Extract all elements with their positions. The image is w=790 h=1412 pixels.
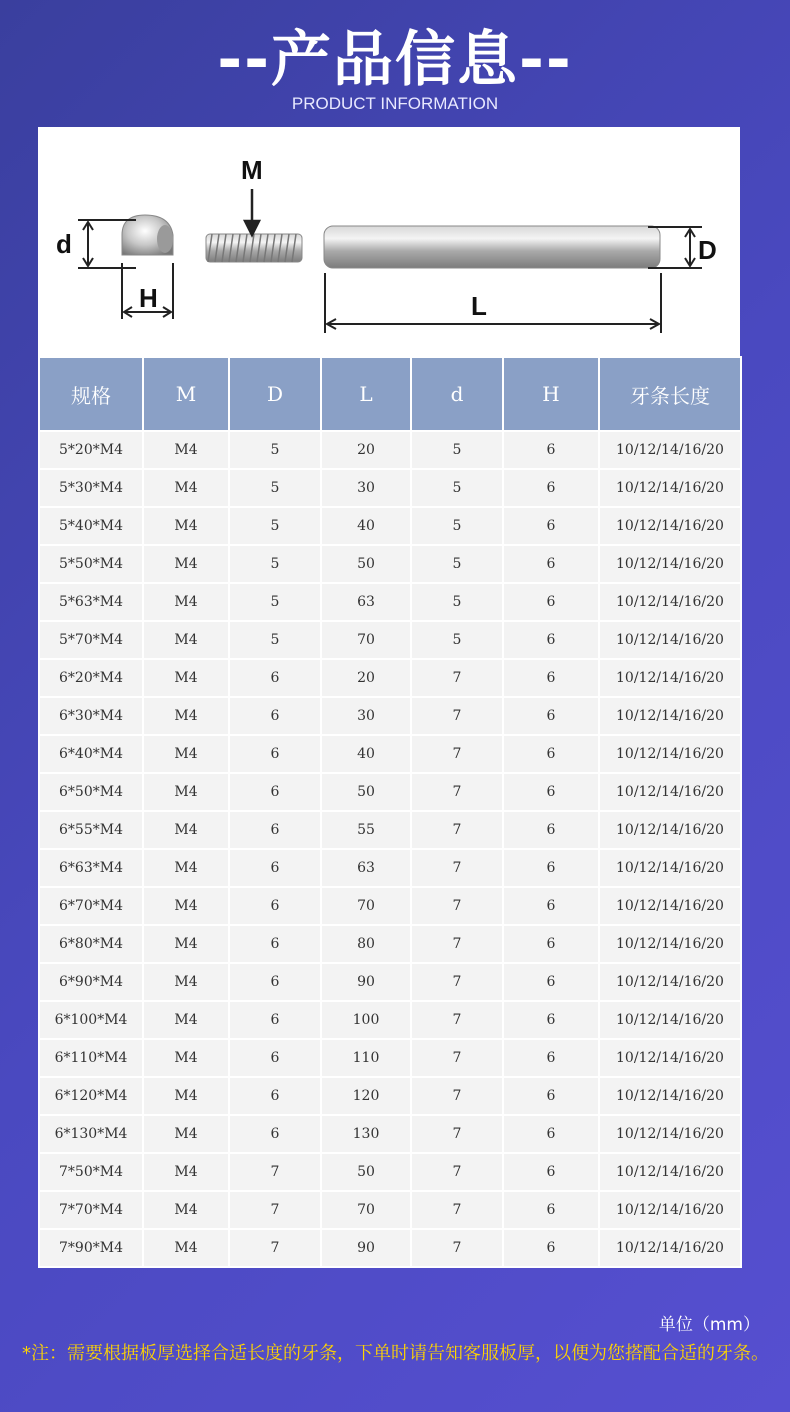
- table-cell: 5: [229, 583, 321, 621]
- table-cell: 6*120*M4: [39, 1077, 143, 1115]
- table-cell: 63: [321, 583, 411, 621]
- table-cell: 50: [321, 773, 411, 811]
- table-cell: M4: [143, 507, 229, 545]
- table-cell: 6: [229, 659, 321, 697]
- table-cell: 10/12/14/16/20: [599, 1001, 741, 1039]
- table-cell: 7: [229, 1153, 321, 1191]
- table-cell: 6*40*M4: [39, 735, 143, 773]
- threaded-rod-shape: [206, 234, 302, 262]
- table-cell: M4: [143, 811, 229, 849]
- table-cell: M4: [143, 1191, 229, 1229]
- table-cell: 6: [503, 1229, 599, 1267]
- table-cell: 40: [321, 507, 411, 545]
- table-cell: M4: [143, 849, 229, 887]
- table-cell: M4: [143, 925, 229, 963]
- table-cell: 6: [503, 773, 599, 811]
- table-cell: 70: [321, 887, 411, 925]
- table-cell: 10/12/14/16/20: [599, 697, 741, 735]
- table-cell: 50: [321, 545, 411, 583]
- label-D: D: [698, 235, 717, 265]
- table-cell: 5: [411, 469, 503, 507]
- table-cell: 10/12/14/16/20: [599, 849, 741, 887]
- table-cell: 6*50*M4: [39, 773, 143, 811]
- table-cell: M4: [143, 1115, 229, 1153]
- table-cell: 5: [229, 431, 321, 469]
- table-cell: M4: [143, 621, 229, 659]
- table-cell: 6*90*M4: [39, 963, 143, 1001]
- table-cell: 10/12/14/16/20: [599, 583, 741, 621]
- table-cell: 7: [229, 1191, 321, 1229]
- table-cell: 6: [503, 621, 599, 659]
- table-cell: 20: [321, 659, 411, 697]
- table-cell: M4: [143, 1039, 229, 1077]
- table-cell: 6*110*M4: [39, 1039, 143, 1077]
- table-cell: 6: [503, 1077, 599, 1115]
- table-cell: 7: [411, 697, 503, 735]
- table-row: [39, 849, 741, 887]
- table-cell: M4: [143, 431, 229, 469]
- table-cell: 6: [503, 1039, 599, 1077]
- table-row: [39, 773, 741, 811]
- product-diagram: [38, 127, 740, 356]
- table-cell: 5*20*M4: [39, 431, 143, 469]
- table-cell: 6*100*M4: [39, 1001, 143, 1039]
- table-cell: 7: [411, 849, 503, 887]
- table-cell: 6: [503, 811, 599, 849]
- table-row: [39, 925, 741, 963]
- table-row: [39, 1191, 741, 1229]
- table-cell: 6*70*M4: [39, 887, 143, 925]
- dimension-L: [325, 273, 661, 333]
- table-cell: M4: [143, 469, 229, 507]
- table-cell: M4: [143, 1153, 229, 1191]
- table-cell: 5*50*M4: [39, 545, 143, 583]
- label-m: M: [241, 155, 263, 185]
- table-cell: 6: [229, 811, 321, 849]
- table-cell: M4: [143, 887, 229, 925]
- column-header: 规格: [39, 357, 143, 431]
- table-row: [39, 1077, 741, 1115]
- table-cell: 5: [229, 507, 321, 545]
- table-cell: 10/12/14/16/20: [599, 1077, 741, 1115]
- table-cell: 7: [229, 1229, 321, 1267]
- table-cell: 10/12/14/16/20: [599, 963, 741, 1001]
- table-cell: 6: [503, 431, 599, 469]
- table-cell: 6: [503, 1191, 599, 1229]
- table-cell: 6: [503, 659, 599, 697]
- table-cell: 6: [503, 1153, 599, 1191]
- table-cell: 10/12/14/16/20: [599, 773, 741, 811]
- table-cell: 63: [321, 849, 411, 887]
- table-cell: 6: [229, 963, 321, 1001]
- table-cell: 10/12/14/16/20: [599, 1229, 741, 1267]
- table-cell: 6: [229, 1039, 321, 1077]
- table-body: [39, 431, 741, 1267]
- table-cell: M4: [143, 1001, 229, 1039]
- table-cell: 7: [411, 773, 503, 811]
- table-row: [39, 659, 741, 697]
- table-cell: M4: [143, 545, 229, 583]
- table-cell: M4: [143, 773, 229, 811]
- unit-label: 单位（mm）: [658, 1315, 760, 1335]
- table-row: [39, 1153, 741, 1191]
- table-cell: 6: [503, 507, 599, 545]
- table-cell: 6: [229, 697, 321, 735]
- table-cell: 110: [321, 1039, 411, 1077]
- table-cell: 6: [503, 697, 599, 735]
- table-cell: 10/12/14/16/20: [599, 887, 741, 925]
- table-cell: 5: [229, 469, 321, 507]
- table-cell: 90: [321, 1229, 411, 1267]
- table-cell: M4: [143, 583, 229, 621]
- table-cell: 7: [411, 1153, 503, 1191]
- table-cell: 7: [411, 963, 503, 1001]
- table-cell: 6: [503, 1001, 599, 1039]
- table-cell: 6: [503, 849, 599, 887]
- table-cell: 5*63*M4: [39, 583, 143, 621]
- table-cell: 7: [411, 887, 503, 925]
- table-cell: 6: [229, 849, 321, 887]
- table-cell: 120: [321, 1077, 411, 1115]
- table-cell: 10/12/14/16/20: [599, 621, 741, 659]
- table-cell: 10/12/14/16/20: [599, 545, 741, 583]
- table-cell: 6*130*M4: [39, 1115, 143, 1153]
- table-cell: 5: [411, 507, 503, 545]
- table-cell: 5*30*M4: [39, 469, 143, 507]
- table-row: [39, 469, 741, 507]
- table-cell: M4: [143, 697, 229, 735]
- table-cell: 6*63*M4: [39, 849, 143, 887]
- table-cell: 5*40*M4: [39, 507, 143, 545]
- table-cell: 20: [321, 431, 411, 469]
- table-cell: 10/12/14/16/20: [599, 1039, 741, 1077]
- table-cell: 70: [321, 1191, 411, 1229]
- table-cell: 130: [321, 1115, 411, 1153]
- table-cell: 6: [229, 1077, 321, 1115]
- table-cell: 70: [321, 621, 411, 659]
- table-cell: 7: [411, 925, 503, 963]
- table-cell: 6: [503, 925, 599, 963]
- table-cell: 10/12/14/16/20: [599, 925, 741, 963]
- column-header: d: [411, 357, 503, 431]
- column-header: M: [143, 357, 229, 431]
- table-cell: 10/12/14/16/20: [599, 735, 741, 773]
- table-cell: 6*30*M4: [39, 697, 143, 735]
- table-cell: 80: [321, 925, 411, 963]
- dimension-drawing: [38, 127, 740, 356]
- table-cell: 7*70*M4: [39, 1191, 143, 1229]
- table-row: [39, 507, 741, 545]
- table-cell: 6: [503, 963, 599, 1001]
- table-row: [39, 735, 741, 773]
- table-cell: 7: [411, 1039, 503, 1077]
- table-cell: 7: [411, 811, 503, 849]
- table-cell: 6: [503, 735, 599, 773]
- table-cell: 6: [503, 887, 599, 925]
- table-cell: 6: [229, 735, 321, 773]
- table-cell: 6: [503, 469, 599, 507]
- table-cell: 5: [411, 431, 503, 469]
- table-row: [39, 697, 741, 735]
- table-cell: 6: [503, 1115, 599, 1153]
- note-text: *注：需要根据板厚选择合适长度的牙条，下单时请告知客服板厚，以便为您搭配合适的牙条。: [22, 1343, 769, 1364]
- table-cell: 10/12/14/16/20: [599, 469, 741, 507]
- table-row: [39, 1039, 741, 1077]
- table-row: [39, 545, 741, 583]
- spec-table: [38, 356, 742, 1268]
- table-cell: 30: [321, 697, 411, 735]
- table-row: [39, 1115, 741, 1153]
- table-cell: 5: [411, 621, 503, 659]
- table-cell: 7: [411, 1191, 503, 1229]
- table-row: [39, 963, 741, 1001]
- table-cell: 6: [229, 1001, 321, 1039]
- table-cell: 10/12/14/16/20: [599, 431, 741, 469]
- table-cell: 10/12/14/16/20: [599, 1115, 741, 1153]
- table-row: [39, 1001, 741, 1039]
- table-cell: 5*70*M4: [39, 621, 143, 659]
- table-cell: 6*55*M4: [39, 811, 143, 849]
- table-cell: 10/12/14/16/20: [599, 659, 741, 697]
- label-L: L: [471, 291, 487, 321]
- table-cell: 5: [411, 545, 503, 583]
- table-cell: 10/12/14/16/20: [599, 507, 741, 545]
- table-cell: 7: [411, 735, 503, 773]
- table-cell: 100: [321, 1001, 411, 1039]
- table-cell: 6: [229, 1115, 321, 1153]
- table-cell: 5: [229, 621, 321, 659]
- table-cell: M4: [143, 1077, 229, 1115]
- table-cell: 50: [321, 1153, 411, 1191]
- column-header: L: [321, 357, 411, 431]
- table-cell: M4: [143, 963, 229, 1001]
- table-cell: 6: [229, 925, 321, 963]
- table-cell: 10/12/14/16/20: [599, 1153, 741, 1191]
- table-cell: 7: [411, 1229, 503, 1267]
- table-cell: 7: [411, 1077, 503, 1115]
- table-cell: 7*50*M4: [39, 1153, 143, 1191]
- table-row: [39, 431, 741, 469]
- label-h: H: [139, 283, 158, 313]
- table-cell: 30: [321, 469, 411, 507]
- table-cell: 7: [411, 1115, 503, 1153]
- page-subtitle: PRODUCT INFORMATION: [291, 94, 499, 113]
- table-cell: 6: [229, 773, 321, 811]
- label-d: d: [56, 229, 72, 259]
- table-cell: 6: [229, 887, 321, 925]
- table-cell: 6: [503, 583, 599, 621]
- column-header: H: [503, 357, 599, 431]
- table-cell: 5: [411, 583, 503, 621]
- dimension-m-arrow: [245, 189, 259, 235]
- column-header: D: [229, 357, 321, 431]
- table-row: [39, 1229, 741, 1267]
- table-cell: 90: [321, 963, 411, 1001]
- column-header: 牙条长度: [599, 357, 741, 431]
- table-cell: 6*80*M4: [39, 925, 143, 963]
- page-title: --产品信息--: [217, 25, 573, 95]
- table-cell: 55: [321, 811, 411, 849]
- table-cell: 6*20*M4: [39, 659, 143, 697]
- table-row: [39, 887, 741, 925]
- table-header-row: [39, 357, 741, 431]
- table-cell: M4: [143, 659, 229, 697]
- table-cell: 7*90*M4: [39, 1229, 143, 1267]
- table-cell: 5: [229, 545, 321, 583]
- table-row: [39, 621, 741, 659]
- table-cell: 6: [503, 545, 599, 583]
- table-cell: 10/12/14/16/20: [599, 1191, 741, 1229]
- table-cell: 40: [321, 735, 411, 773]
- table-cell: 10/12/14/16/20: [599, 811, 741, 849]
- table-cell: 7: [411, 1001, 503, 1039]
- table-cell: 7: [411, 659, 503, 697]
- table-cell: M4: [143, 1229, 229, 1267]
- table-row: [39, 811, 741, 849]
- table-cell: M4: [143, 735, 229, 773]
- pin-shape: [324, 226, 660, 268]
- table-row: [39, 583, 741, 621]
